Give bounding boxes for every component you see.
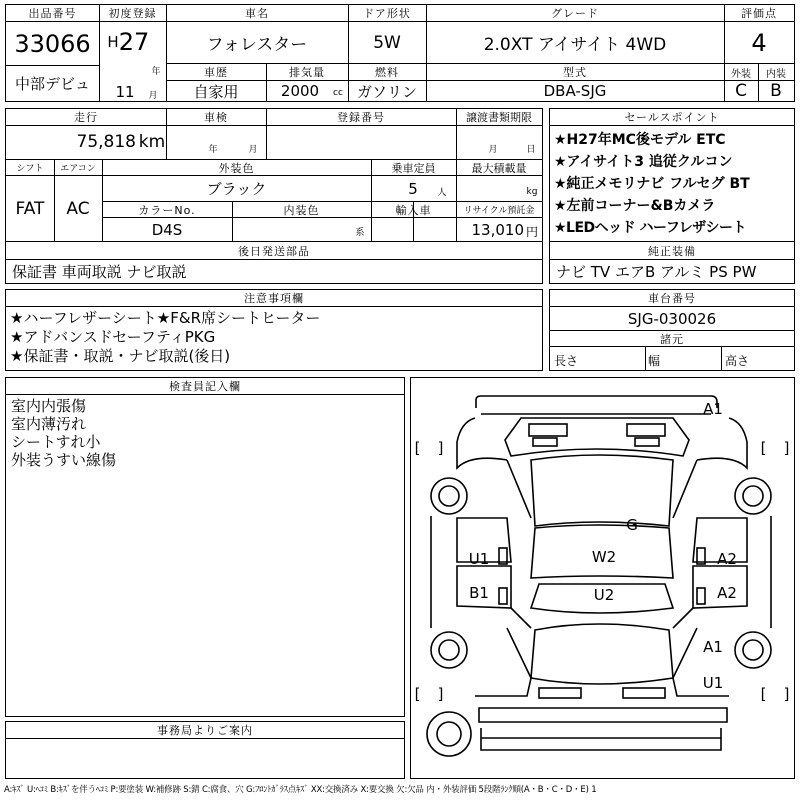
reg-no-label: 登録番号 [337,111,385,124]
grade: 2.0XT アイサイト 4WD [483,35,667,55]
recycle-unit: 円 [525,224,538,239]
inspector-label: 検査員記入欄 [169,380,241,393]
color-no: D4S [151,220,183,239]
equipment: ナビ TV エアB アルミ PS PW [556,263,757,281]
header-block [5,4,795,102]
length-label: 長さ [554,353,579,368]
inspection-month-unit: 月 [248,144,258,155]
height-label: 高さ [725,353,750,368]
inspector-block [5,377,405,717]
score-label: 評価点 [741,7,777,20]
interior-grade: B [770,81,782,101]
chassis-block [549,289,795,371]
history-label: 車歴 [204,66,228,79]
mark-u1-left-door: U1 [468,550,490,568]
inspector-line: 室内内張傷 [11,397,87,415]
month-unit: 月 [148,90,158,101]
color-label: 外装色 [218,161,255,175]
notes-list [10,309,540,366]
fuel: ガソリン [356,82,417,101]
bracket-left-rear-close: ] [436,685,446,703]
import-label: 輸入車 [395,203,432,217]
reg-month: 11 [115,83,135,101]
lot-no-label: 出品番号 [28,7,77,20]
door-type: 5W [373,32,401,53]
car-outline-drawing [411,378,794,778]
notes-label: 注意事項欄 [244,292,304,305]
int-color-unit: 系 [355,227,365,238]
sales-points-label: セールスポイント [624,111,720,124]
car-diagram [410,377,795,779]
fuel-label: 燃料 [375,66,399,79]
model: DBA-SJG [543,82,607,100]
displacement: 2000 [280,82,320,100]
ac: AC [66,198,90,219]
displacement-unit: cc [333,88,343,98]
later-parts: 保証書 車両取説 ナビ取説 [12,263,187,281]
mileage: 75,818 [76,132,136,152]
mark-a2-right-rear: A2 [717,584,737,602]
inspector-line: 室内薄汚れ [11,415,87,433]
later-parts-label: 後日発送部品 [238,244,310,258]
bracket-right-rear-close: ] [782,685,792,703]
inspector-line: 外装うすい線傷 [11,451,117,469]
car-name-label: 車名 [245,7,269,20]
shift-label: シフト [16,164,44,174]
office-label: 事務局よりご案内 [157,724,253,737]
history: 自家用 [193,82,239,101]
year-unit: 年 [151,66,161,77]
mileage-label: 走行 [74,111,98,124]
capacity-unit: 人 [437,187,447,198]
exterior-grade: C [735,81,747,101]
width-label: 幅 [648,353,661,368]
sales-points-list [554,129,794,239]
int-color-label: 内装色 [283,203,320,217]
equipment-label: 純正装備 [648,244,696,258]
car-name: フォレスター [206,35,308,55]
inspection-year-unit: 年 [208,144,218,155]
door-label: ドア形状 [363,7,411,20]
interior-label: 内装 [766,68,786,80]
inspector-line: シートすれ小 [11,433,101,451]
bracket-right-front: [ [758,439,768,457]
mark-a2-right-door: A2 [717,550,737,568]
transfer-day-unit: 日 [526,144,536,155]
mark-a1-rear: A1 [703,638,723,656]
inspection-label: 車検 [204,111,228,124]
recycle-label: リサイクル預託金 [463,206,535,216]
recycle-fee: 13,010 [471,220,524,239]
bracket-left-front-close: ] [436,439,446,457]
mark-u1-rear: U1 [702,674,724,692]
capacity: 5 [408,179,418,198]
sales-point-line: ★左前コーナー&Bカメラ [554,198,716,214]
inspector-notes [11,397,401,469]
capacity-label: 乗車定員 [391,161,436,175]
mark-g-windshield: G [626,516,638,534]
chassis-label: 車台番号 [648,292,696,305]
grade-label: グレード [551,7,599,20]
era: H [107,33,119,51]
first-reg-label: 初度登録 [108,7,157,20]
exterior-label: 外装 [731,68,751,80]
color-no-label: カラーNo. [138,203,196,217]
auction-name: 中部デビュ [14,75,90,93]
bracket-left-rear: [ [412,685,422,703]
lot-no: 33066 [14,29,91,58]
details-block [5,108,543,284]
transfer-label: 譲渡書類期限 [466,111,532,124]
notes-block [5,289,543,371]
bracket-right-rear: [ [758,685,768,703]
legend: A:ｷｽﾞ U:ﾍｺﾐ B:ｷｽﾞを伴うﾍｺﾐ P:要塗装 W:補修跡 S:錆 C:腐食、穴 G:ﾌﾛﾝﾄｶﾞﾗｽ点ｷｽﾞ XX:交換済み X:要交換 欠:欠品 内・外装評価 5段階ﾗﾝｸ順(A・B・C・D・E) 1 [4,785,597,795]
note-line: ★アドバンスドセーフティPKG [10,328,216,346]
reg-year: 27 [118,28,150,56]
sales-point-line: ★H27年MC後モデル ETC [554,132,726,148]
chassis-number: SJG-030026 [627,309,717,328]
mark-w2-roof: W2 [591,548,617,566]
mark-a1-front: A1 [703,400,723,418]
ac-label: エアコン [60,164,96,174]
sales-point-line: ★純正メモリナビ フルセグ BT [554,176,750,192]
model-label: 型式 [563,66,587,79]
note-line: ★ハーフレザーシート★F&R席シートヒーター [10,309,321,327]
sales-point-line: ★アイサイト3 追従クルコン [554,154,733,170]
sales-point-line: ★LEDヘッド ハーフレザシート [554,220,746,236]
sales-points-block [549,108,795,284]
mark-b1-left-rear: B1 [469,584,489,602]
mark-u2-trunk: U2 [593,586,615,604]
load-unit: kg [526,187,538,197]
bracket-right-front-close: ] [782,439,792,457]
bracket-left-front: [ [412,439,422,457]
note-line: ★保証書・取説・ナビ取説(後日) [10,347,231,365]
color: ブラック [206,180,267,198]
mileage-unit: km [138,132,166,152]
score: 4 [751,28,767,57]
displacement-label: 排気量 [289,66,325,79]
shift: FAT [15,198,45,219]
load-label: 最大積載量 [471,161,527,175]
transfer-month-unit: 月 [488,144,498,155]
dims-label: 諸元 [660,332,684,346]
office-block [5,721,405,779]
